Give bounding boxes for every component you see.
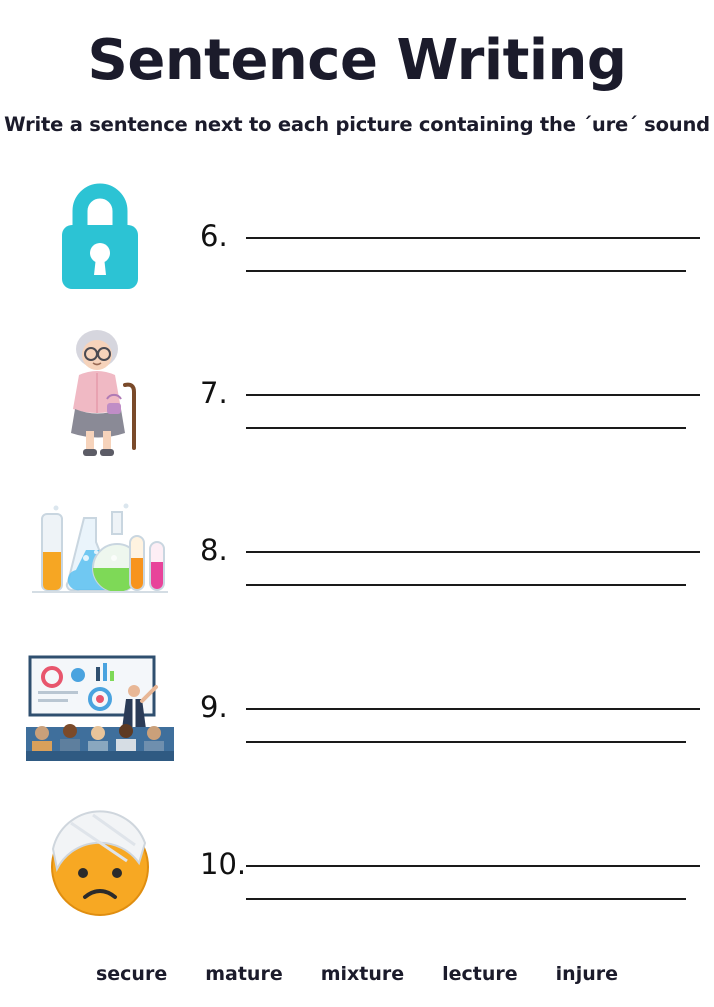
writing-lines[interactable]: [246, 357, 700, 429]
writing-line-2[interactable]: [246, 867, 686, 900]
word-bank-item: injure: [555, 963, 619, 985]
picture-cell: [0, 632, 200, 782]
answer-cell: [200, 514, 714, 586]
item-number: 7.: [200, 376, 228, 411]
worksheet-item-7: [0, 315, 714, 472]
writing-line-2[interactable]: [246, 553, 686, 586]
worksheet-item-8: [0, 472, 714, 629]
page-title: Sentence Writing: [87, 28, 627, 93]
worksheet-rows: [0, 158, 714, 943]
word-bank: [0, 963, 714, 985]
chemistry-flasks-icon: [26, 496, 174, 604]
writing-lines[interactable]: [246, 200, 700, 272]
writing-line-2[interactable]: [246, 239, 686, 272]
writing-line-1[interactable]: [246, 363, 700, 396]
item-number: 8.: [200, 533, 228, 568]
item-number: 6.: [200, 219, 228, 254]
picture-cell: [0, 318, 200, 468]
writing-line-1[interactable]: [246, 834, 700, 867]
writing-line-1[interactable]: [246, 677, 700, 710]
item-number: 10.: [200, 847, 247, 882]
word-bank-item: mature: [205, 963, 283, 985]
lecture-hall-icon: [26, 653, 174, 761]
answer-cell: [200, 357, 714, 429]
writing-lines[interactable]: [246, 828, 700, 900]
answer-cell: [200, 671, 714, 743]
item-number: 9.: [200, 690, 228, 725]
writing-line-2[interactable]: [246, 396, 686, 429]
writing-line-1[interactable]: [246, 206, 700, 239]
instructions-text: Write a sentence next to each picture containing the ´ure´ sound: [4, 112, 710, 136]
worksheet-item-6: [0, 158, 714, 315]
padlock-icon: [52, 177, 148, 295]
writing-lines[interactable]: [246, 671, 700, 743]
writing-line-1[interactable]: [246, 520, 700, 553]
picture-cell: [0, 789, 200, 939]
injured-face-icon: [41, 805, 159, 923]
writing-lines[interactable]: [246, 514, 700, 586]
worksheet-item-9: [0, 629, 714, 786]
worksheet-item-10: [0, 786, 714, 943]
writing-line-2[interactable]: [246, 710, 686, 743]
word-bank-item: secure: [95, 963, 168, 985]
answer-cell: [200, 828, 714, 900]
word-bank-item: mixture: [320, 963, 405, 985]
word-bank-item: lecture: [442, 963, 518, 985]
elderly-woman-icon: [55, 323, 145, 463]
picture-cell: [0, 161, 200, 311]
answer-cell: [200, 200, 714, 272]
picture-cell: [0, 475, 200, 625]
